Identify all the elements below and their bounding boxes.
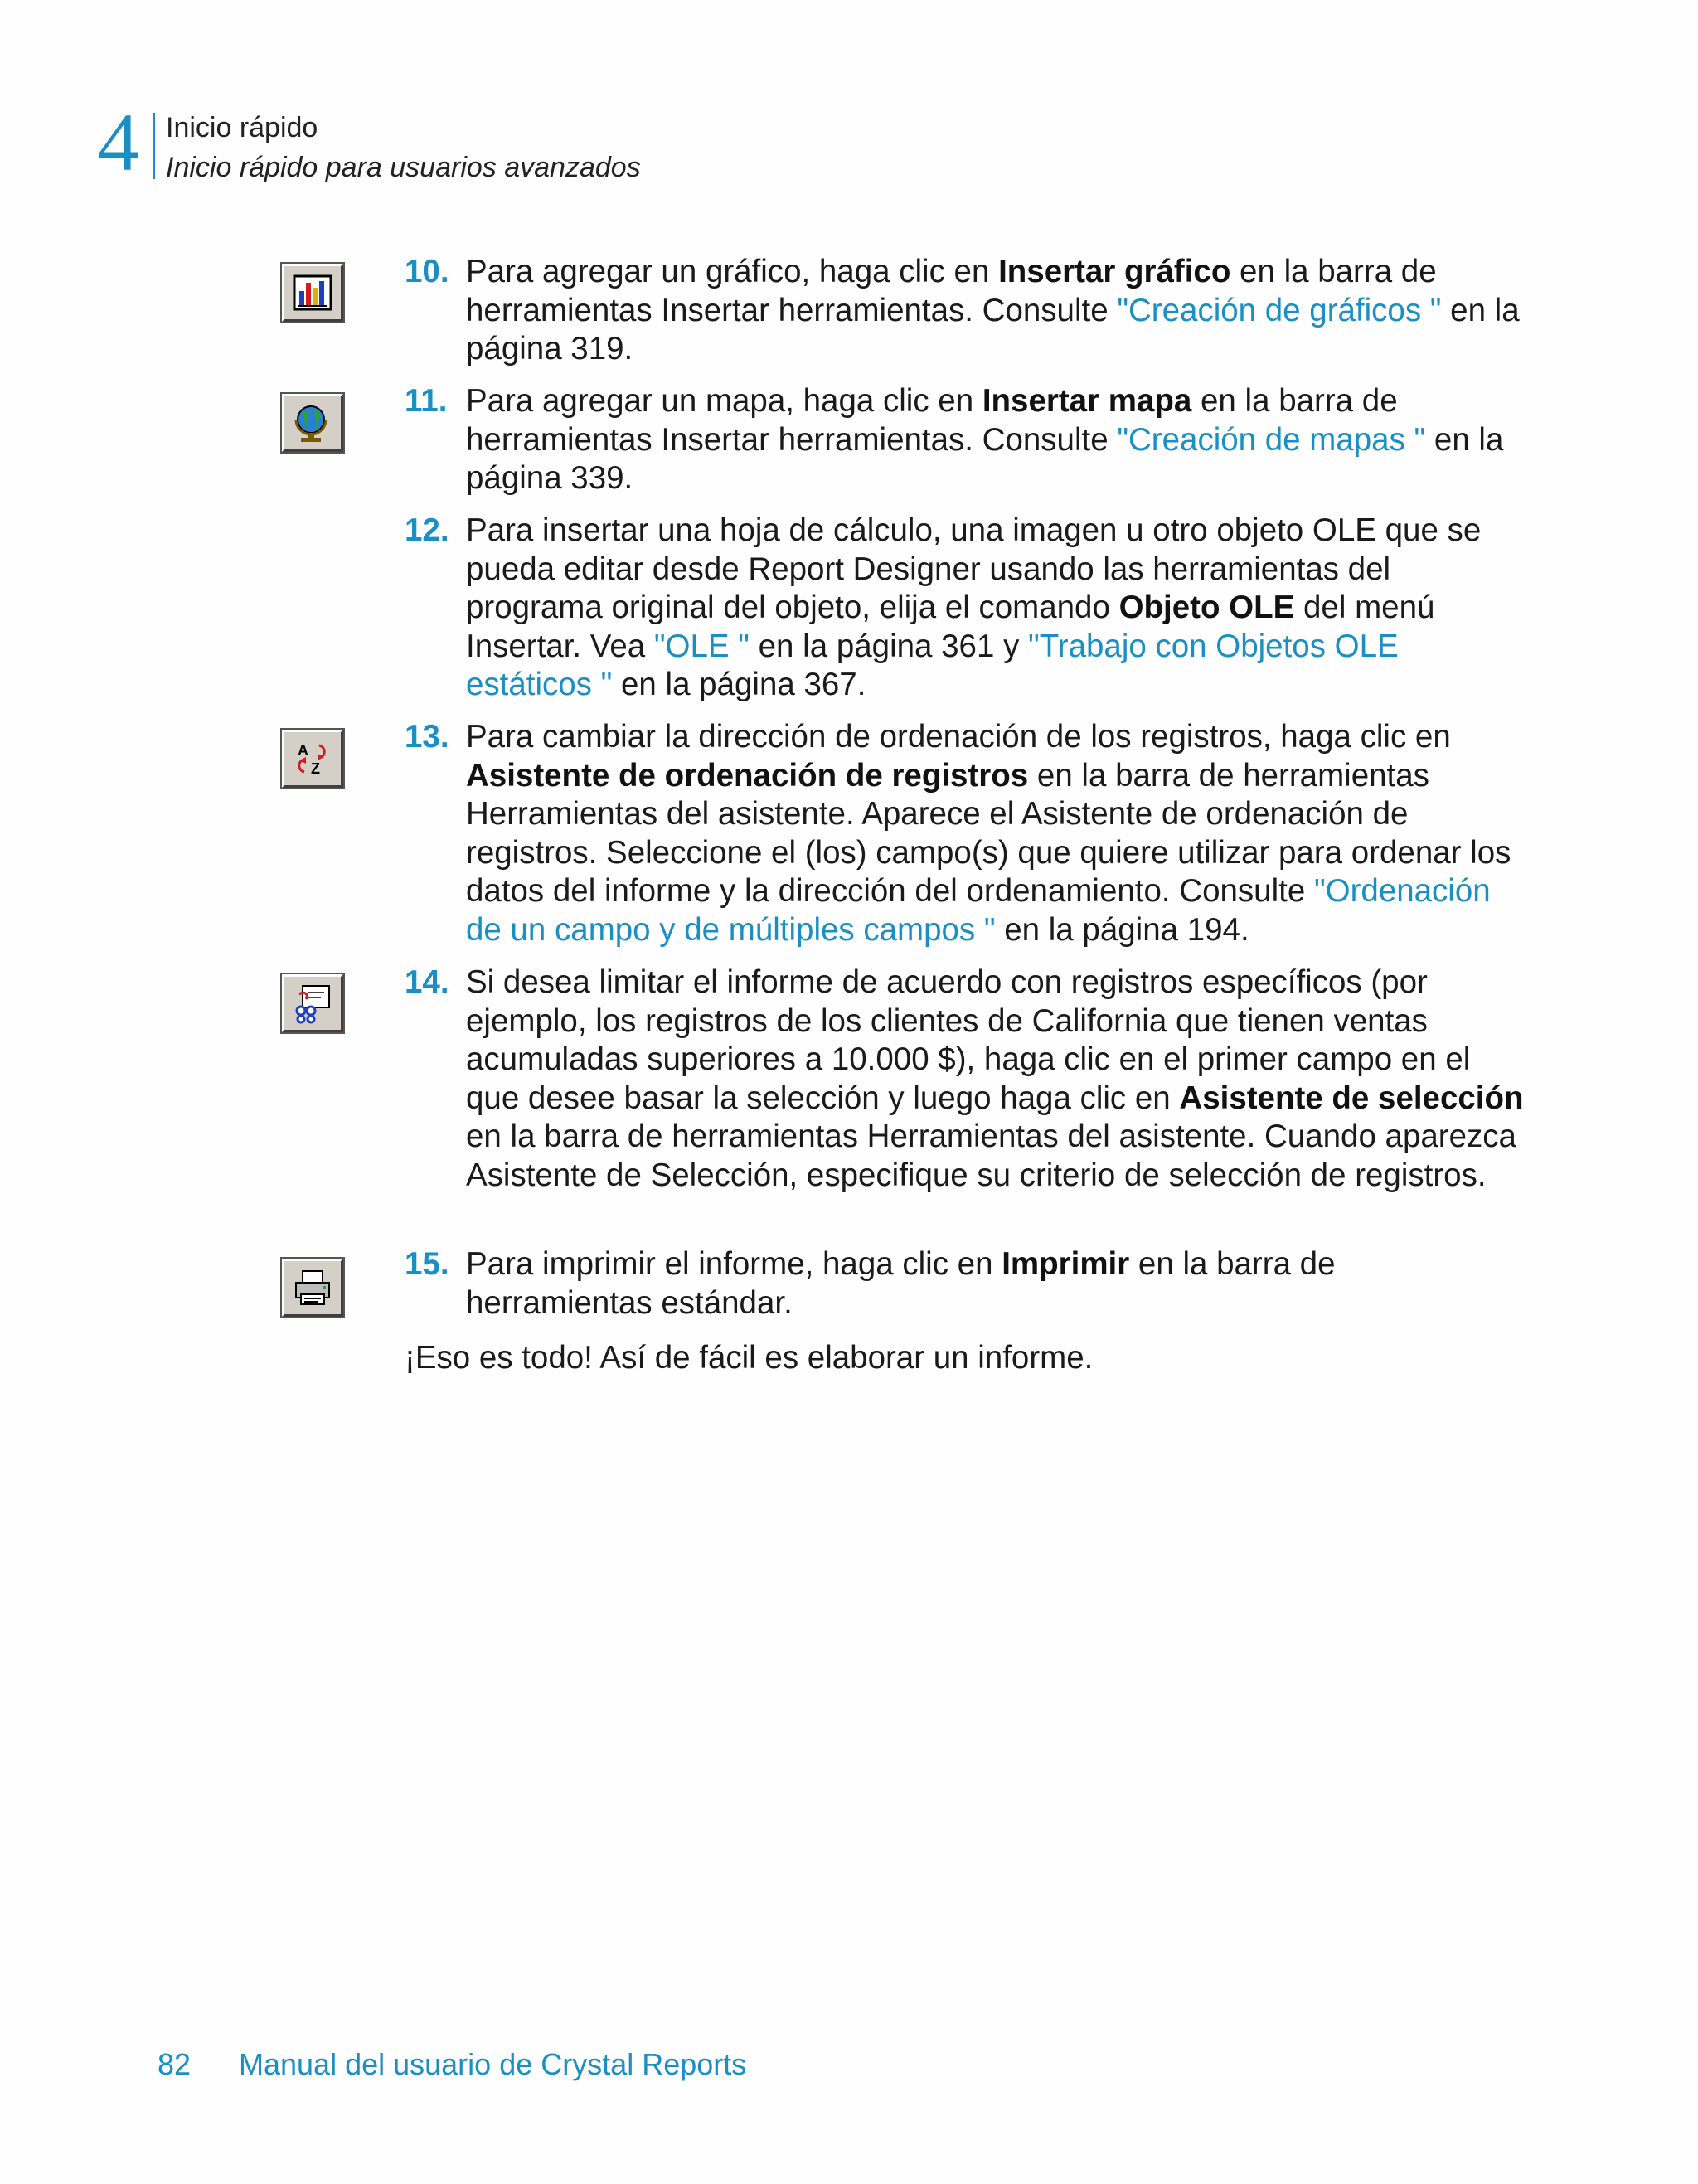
step-number: 14.: [405, 964, 449, 1000]
insert-chart-button: [282, 264, 343, 322]
step-13: [405, 718, 1524, 949]
insert-map-button: [282, 394, 343, 452]
step-text-segment: en la página 367.: [612, 667, 866, 702]
record-sort-expert-button: [282, 730, 343, 788]
cross-reference-link[interactable]: "Creación de gráficos ": [1117, 292, 1442, 328]
step-text-segment: en la página 361 y: [749, 628, 1029, 664]
step-text-segment: en la barra de herramientas Insertar herramientas. Consulte: [466, 383, 1398, 458]
chapter-number: 4: [98, 96, 139, 188]
cross-reference-link[interactable]: "OLE ": [653, 628, 750, 664]
chapter-title: Inicio rápido: [166, 112, 318, 143]
ui-command-label: Imprimir: [1002, 1246, 1130, 1282]
select-expert-icon: [291, 983, 334, 1024]
cross-reference-link[interactable]: "Creación de mapas ": [1117, 421, 1426, 458]
book-title: Manual del usuario de Crystal Reports: [239, 2047, 747, 2081]
svg-text:A: A: [298, 742, 308, 759]
print-icon: [291, 1268, 334, 1308]
cross-reference-link[interactable]: "Ordenación de un campo y de múltiples campos ": [466, 873, 1491, 948]
step-text-segment: Para insertar una hoja de cálculo, una imagen u otro objeto OLE que se pueda editar desde Report Designer usando las herramientas del programa original del objeto, elija el comando: [466, 512, 1482, 625]
step-text: [466, 718, 1524, 949]
step-text: [466, 382, 1524, 498]
step-text-segment: Para cambiar la dirección de ordenación de los registros, haga clic en: [466, 719, 1451, 755]
ui-command-label: Insertar mapa: [982, 383, 1192, 419]
step-text-segment: Para agregar un mapa, haga clic en: [466, 383, 982, 419]
step-text-segment: en la barra de herramientas Insertar herramientas. Consulte: [466, 254, 1437, 328]
step-text: [466, 1245, 1524, 1323]
step-11: [405, 382, 1524, 498]
step-number: 11.: [405, 383, 448, 419]
insert-map-icon: [291, 401, 334, 444]
ui-command-label: Objeto OLE: [1118, 590, 1295, 625]
step-14: [405, 963, 1524, 1195]
select-expert-button: [282, 974, 343, 1032]
ui-command-label: Insertar gráfico: [998, 254, 1231, 289]
step-text-segment: en la barra de herramientas Herramientas del asistente. Cuando aparezca Asistente de Selección, especifique su criterio de selección de registros.: [466, 1119, 1516, 1193]
step-10: [405, 253, 1524, 369]
step-number: 12.: [405, 512, 449, 548]
record-sort-expert-icon: [291, 739, 334, 779]
insert-chart-icon: [291, 273, 334, 313]
section-title: Inicio rápido para usuarios avanzados: [166, 152, 641, 183]
step-text-segment: en la página 194.: [995, 911, 1249, 948]
ui-command-label: Asistente de selección: [1179, 1080, 1524, 1116]
step-text-segment: Para imprimir el informe, haga clic en: [466, 1246, 1002, 1282]
step-text-segment: Para agregar un gráfico, haga clic en: [466, 254, 999, 289]
step-text: [466, 253, 1524, 369]
step-text-segment: en la barra de herramientas Herramientas del asistente. Aparece el Asistente de ordenación de registros. Seleccione el (los) campo(s) que quiere utilizar para ordenar los datos del informe y la dirección del ordenamiento. Consulte: [466, 757, 1511, 909]
step-number: 15.: [405, 1246, 449, 1282]
ui-command-label: Asistente de ordenación de registros: [466, 757, 1029, 794]
step-text-segment: en la barra de herramientas estándar.: [466, 1246, 1336, 1321]
step-text-segment: en la página 319.: [466, 292, 1520, 366]
step-text-segment: en la página 339.: [466, 421, 1504, 496]
header-divider: [153, 113, 155, 179]
step-text-segment: Si desea limitar el informe de acuerdo con registros específicos (por ejemplo, los registros de los clientes de California que tienen ventas acumuladas superiores a 10.000 $), haga clic en el primer campo en el que desee basar la selección y luego haga clic en: [466, 964, 1471, 1116]
page-number: 82: [158, 2047, 192, 2081]
step-number: 13.: [405, 719, 449, 755]
step-text-segment: del menú Insertar. Vea: [466, 590, 1435, 664]
step-text: [466, 512, 1524, 705]
svg-text:Z: Z: [311, 760, 320, 777]
closing-paragraph: ¡Eso es todo! Así de fácil es elaborar un informe.: [405, 1340, 1094, 1376]
step-number: 10.: [405, 254, 449, 289]
step-text: [466, 963, 1524, 1195]
step-12: [405, 512, 1524, 705]
step-15: [405, 1245, 1524, 1323]
cross-reference-link[interactable]: "Trabajo con Objetos OLE estáticos ": [466, 628, 1399, 702]
print-button: [282, 1259, 343, 1317]
